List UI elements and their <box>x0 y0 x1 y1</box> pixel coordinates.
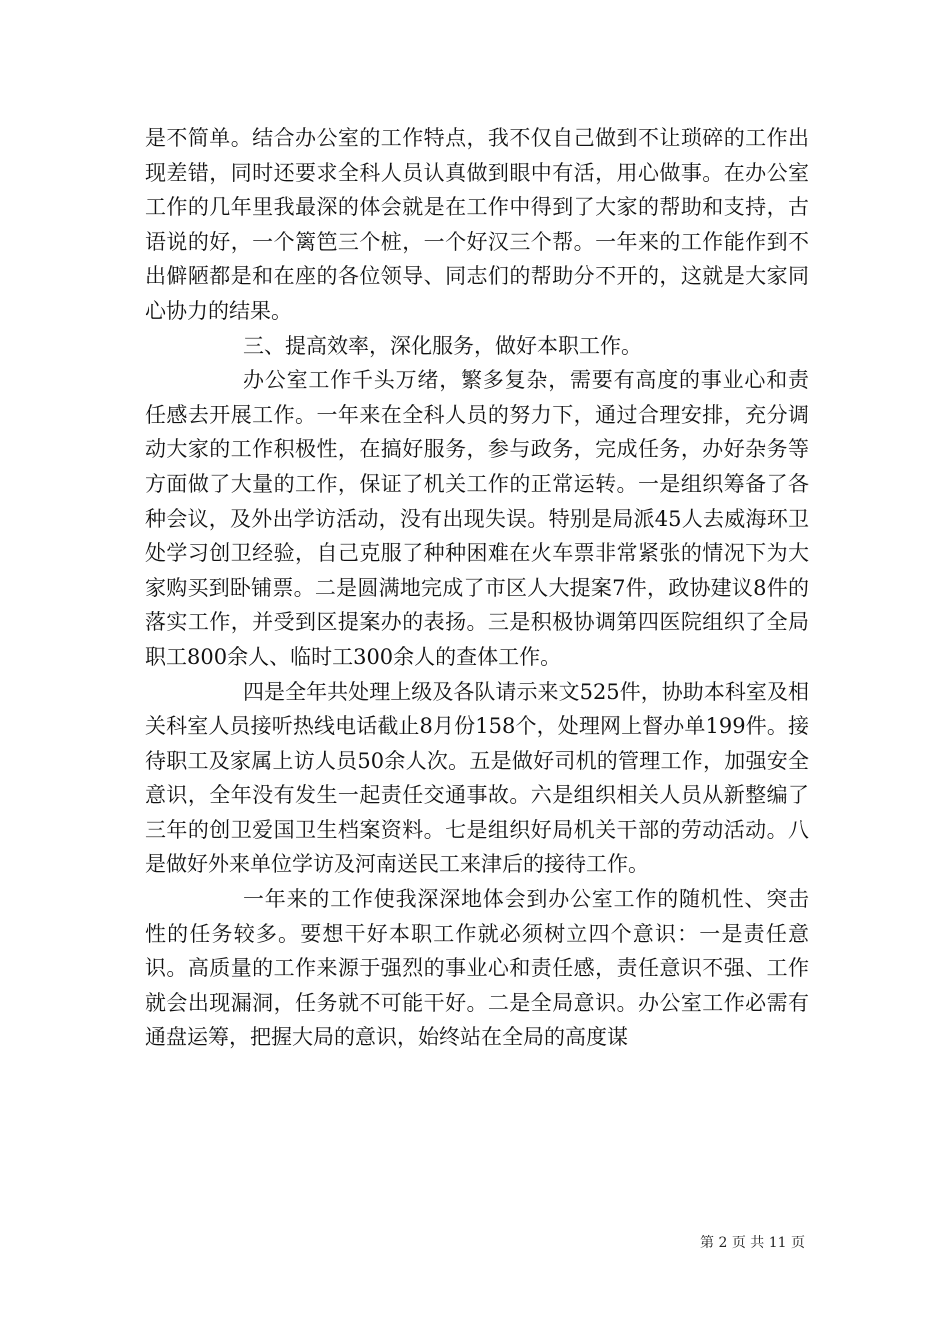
paragraph-2: 办公室工作千头万绪，繁多复杂，需要有高度的事业心和责任感去开展工作。一年来在全科人员的努力下，通过合理安排，充分调动大家的工作积极性，在搞好服务，参与政务，完成任务，办好杂务等方面做了大量的工作，保证了机关工作的正常运转。一是组织筹备了各种会议，及外出学访活动，没有出现失误。特别是局派45人去威海环卫处学习创卫经验，自己克服了种种困难在火车票非常紧张的情况下为大家购买到卧铺票。二是圆满地完成了市区人大提案7件，政协建议8件的落实工作，并受到区提案办的表扬。三是积极协调第四医院组织了全局职工800余人、临时工300余人的查体工作。 <box>145 368 809 669</box>
section-heading-3: 三、提高效率，深化服务，做好本职工作。 <box>243 333 642 358</box>
paragraph-4: 一年来的工作使我深深地体会到办公室工作的随机性、突击性的任务较多。要想干好本职工作就必须树立四个意识：一是责任意识。高质量的工作来源于强烈的事业心和责任感，责任意识不强、工作就会出现漏洞，任务就不可能干好。二是全局意识。办公室工作必需有通盘运筹，把握大局的意识，始终站在全局的高度谋 <box>145 887 809 1050</box>
page-number: 第 2 页 共 11 页 <box>700 1235 805 1251</box>
paragraph-3: 四是全年共处理上级及各队请示来文525件，协助本科室及相关科室人员接听热线电话截止8月份158个，处理网上督办单199件。接待职工及家属上访人员50余人次。五是做好司机的管理工作，加强安全意识，全年没有发生一起责任交通事故。六是组织相关人员从新整编了三年的创卫爱国卫生档案资料。七是组织好局机关干部的劳动活动。八是做好外来单位学访及河南送民工来津后的接待工作。 <box>145 679 809 877</box>
paragraph-1: 是不简单。结合办公室的工作特点，我不仅自己做到不让琐碎的工作出现差错，同时还要求全科人员认真做到眼中有活，用心做事。在办公室工作的几年里我最深的体会就是在工作中得到了大家的帮助和支持，古语说的好，一个篱笆三个桩，一个好汉三个帮。一年来的工作能作到不出僻陋都是和在座的各位领导、同志们的帮助分不开的，这就是大家同心协力的结果。 <box>145 126 809 323</box>
document-body <box>145 121 809 1055</box>
